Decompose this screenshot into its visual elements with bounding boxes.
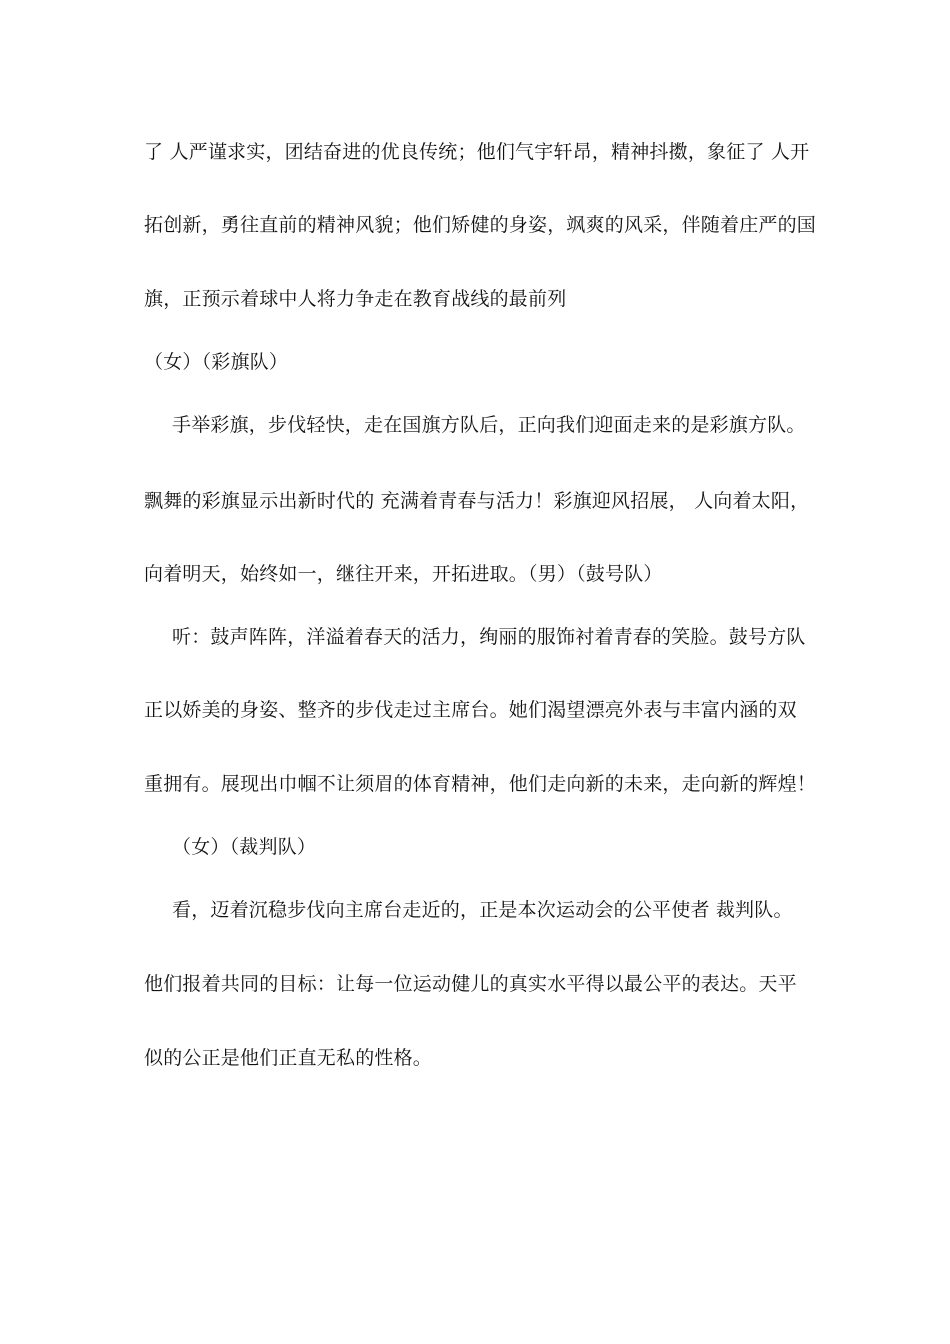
text-line: 飘舞的彩旗显示出新时代的 充满着青春与活力！彩旗迎风招展， 人向着太阳， [144,490,810,512]
text-line: 重拥有。展现出巾帼不让须眉的体育精神，他们走向新的未来，走向新的辉煌！ [144,773,817,795]
text-line: 了 人严谨求实，团结奋进的优良传统；他们气宇轩昂，精神抖擞，象征了 人开 [144,141,810,163]
text-line: 正以娇美的身姿、整齐的步伐走过主席台。她们渴望漂亮外表与丰富内涵的双 [144,699,797,721]
text-line: 看，迈着沉稳步伐向主席台走近的，正是本次运动会的公平使者 裁判队。 [172,899,793,921]
section-heading: （女）（裁判队） [172,836,317,858]
text-line: 他们报着共同的目标：让每一位运动健儿的真实水平得以最公平的表达。天平 [144,973,797,995]
text-line: 拓创新，勇往直前的精神风貌；他们矫健的身姿，飒爽的风采，伴随着庄严的国 [144,214,817,236]
section-heading: （女）（彩旗队） [144,351,289,373]
text-line: 手举彩旗，步伐轻快，走在国旗方队后，正向我们迎面走来的是彩旗方队。 [172,414,806,436]
text-line: 向着明天，始终如一，继往开来，开拓进取。（男）（鼓号队） [144,563,663,585]
text-line: 似的公正是他们正直无私的性格。 [144,1047,433,1069]
text-line: 听：鼓声阵阵，洋溢着春天的活力，绚丽的服饰衬着青春的笑脸。鼓号方队 [172,626,806,648]
text-line: 旗，正预示着球中人将力争走在教育战线的最前列 [144,288,567,310]
